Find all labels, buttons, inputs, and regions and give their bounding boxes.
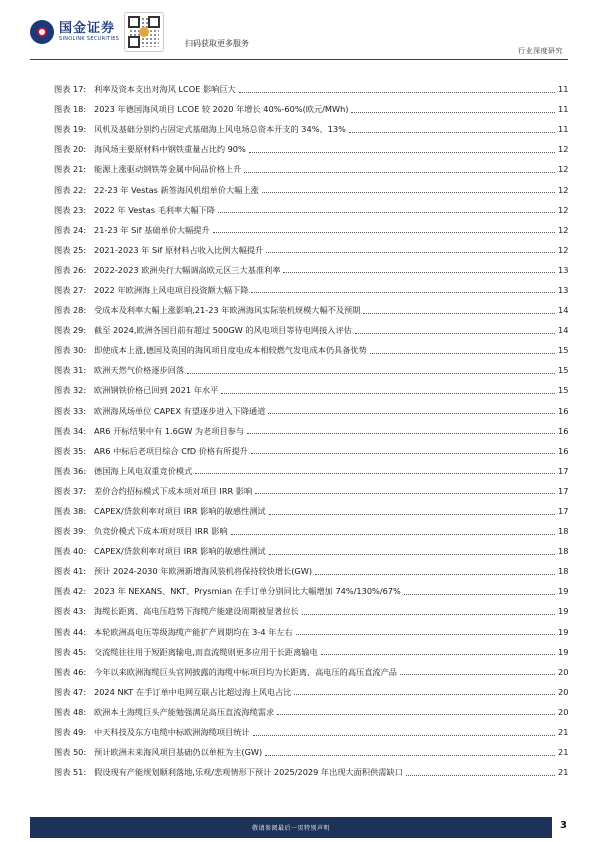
toc-entry-page[interactable]: 12	[558, 204, 569, 215]
toc-leader-dots	[268, 413, 555, 414]
toc-entry-label: 图表 42:	[54, 586, 87, 597]
toc-entry-page[interactable]: 18	[558, 546, 569, 557]
toc-entry[interactable]	[54, 119, 568, 139]
toc-entry[interactable]	[54, 260, 568, 280]
toc-entry-title[interactable]: 欧洲本土海缆巨头产能勉强满足高压直流海缆需求	[94, 706, 275, 717]
toc-entry-title[interactable]: 2021-2023 年 Sif 原材料占收入比例大幅提升	[94, 244, 264, 255]
toc-entry-page[interactable]: 20	[558, 666, 569, 677]
toc-entry-label: 图表 20:	[54, 144, 87, 155]
toc-entry-label: 图表 37:	[54, 485, 87, 496]
toc-entry[interactable]	[54, 360, 568, 380]
toc-entry[interactable]	[54, 581, 568, 601]
toc-entry[interactable]	[54, 179, 568, 199]
toc-entry-title[interactable]: 2024 NKT 在手订单中电网互联占比超过海上风电占比	[94, 686, 292, 697]
toc-entry-label: 图表 26:	[54, 264, 87, 275]
toc-entry[interactable]	[54, 501, 568, 521]
toc-entry-label: 图表 34:	[54, 425, 87, 436]
logo-name-en: SINOLINK SECURITIES	[59, 35, 120, 42]
toc-leader-dots	[296, 634, 555, 635]
toc-leader-dots	[195, 473, 555, 474]
toc-leader-dots	[247, 433, 555, 434]
toc-entry-page[interactable]: 11	[558, 104, 569, 115]
toc-entry-page[interactable]: 15	[558, 385, 569, 396]
toc-entry-page[interactable]: 20	[558, 706, 569, 717]
toc-entry-page[interactable]: 15	[558, 345, 569, 356]
toc-leader-dots	[213, 232, 555, 233]
toc-entry-page[interactable]: 13	[558, 264, 569, 275]
toc-leader-dots	[255, 493, 555, 494]
figure-index-list	[54, 79, 568, 782]
toc-entry-title[interactable]: 能源上涨驱动钢铁等金属中间品价格上升	[94, 164, 242, 175]
toc-entry[interactable]	[54, 421, 568, 441]
toc-entry-label: 图表 30:	[54, 345, 87, 356]
toc-entry-title[interactable]: 22-23 年 Vestas 新签海风机组单价大幅上涨	[94, 184, 259, 195]
toc-entry[interactable]	[54, 300, 568, 320]
toc-entry-title[interactable]: 风机及基础分别约占固定式基础海上风电场总资本开支的 34%、13%	[94, 124, 346, 135]
toc-entry-page[interactable]: 13	[558, 284, 569, 295]
toc-entry-page[interactable]: 12	[558, 244, 569, 255]
toc-entry-label: 图表 49:	[54, 727, 87, 738]
toc-entry[interactable]	[54, 722, 568, 742]
toc-leader-dots	[269, 554, 555, 555]
toc-entry-page[interactable]: 18	[558, 526, 569, 537]
toc-leader-dots	[404, 594, 555, 595]
toc-leader-dots	[349, 132, 555, 133]
logo-text	[59, 22, 119, 43]
toc-entry[interactable]	[54, 200, 568, 220]
toc-entry[interactable]	[54, 662, 568, 682]
toc-leader-dots	[265, 755, 555, 756]
toc-entry-page[interactable]: 21	[558, 767, 569, 778]
toc-entry[interactable]	[54, 380, 568, 400]
toc-entry-label: 图表 46:	[54, 666, 87, 677]
toc-entry-label: 图表 44:	[54, 626, 87, 637]
footer-disclaimer: 敬请参阅最后一页特别声明	[251, 825, 330, 832]
toc-entry-title[interactable]: 预计 2024-2030 年欧洲新增海风装机将保持较快增长(GW)	[94, 566, 313, 577]
toc-entry-label: 图表 50:	[54, 747, 87, 758]
toc-leader-dots	[266, 252, 555, 253]
toc-entry-title[interactable]: 2023 年 NEXANS、NKT、Prysmian 在手订单分别同比大幅增加 74%/130%/67%	[94, 586, 401, 597]
toc-entry-title[interactable]: AR6 中标后老项目综合 CfD 价格有所提升	[94, 445, 248, 456]
qr-code-icon[interactable]	[124, 12, 164, 52]
toc-entry-page[interactable]: 20	[558, 686, 569, 697]
toc-leader-dots	[355, 333, 555, 334]
toc-entry-title[interactable]: 2022-2023 欧洲央行大幅调高欧元区三大基准利率	[94, 264, 281, 275]
toc-entry-page[interactable]: 11	[558, 84, 569, 95]
toc-entry-title[interactable]: 欧洲钢铁价格已回到 2021 年水平	[94, 385, 219, 396]
toc-entry-label: 图表 51:	[54, 767, 87, 778]
toc-entry-label: 图表 47:	[54, 686, 87, 697]
toc-entry-page[interactable]: 17	[558, 485, 569, 496]
toc-entry-page[interactable]: 17	[558, 465, 569, 476]
toc-entry-title[interactable]: 欧洲天然气价格逐步回落	[94, 365, 185, 376]
toc-leader-dots	[253, 735, 555, 736]
toc-entry-title[interactable]: 2022 年欧洲海上风电项目投资额大幅下降	[94, 284, 249, 295]
toc-leader-dots	[239, 92, 555, 93]
toc-entry[interactable]	[54, 401, 568, 421]
toc-entry-title[interactable]: 负竞价模式下成本项对项目 IRR 影响	[94, 526, 228, 537]
toc-entry[interactable]	[54, 702, 568, 722]
toc-entry-title[interactable]: 交流缆往往用于短距离输电,而直流缆则更多应用于长距离输电	[94, 646, 318, 657]
toc-leader-dots	[283, 272, 555, 273]
toc-entry-title[interactable]: 假设现有产能规划顺利落地,乐观/悲观情形下预计 2025/2029 年出现大面积供需缺口	[94, 767, 403, 778]
toc-entry[interactable]	[54, 240, 568, 260]
toc-entry-title[interactable]: 2023 年德国海风项目 LCOE 较 2020 年增长 40%-60%(欧元/MWh)	[94, 104, 349, 115]
toc-entry-title[interactable]: 欧洲海风场单位 CAPEX 有望逐步进入下降通道	[94, 405, 266, 416]
toc-entry[interactable]	[54, 481, 568, 501]
toc-entry-page[interactable]: 14	[558, 305, 569, 316]
toc-entry-page[interactable]: 21	[558, 727, 569, 738]
toc-entry-title[interactable]: 即使成本上涨,德国及英国的海风项目度电成本相较燃气发电成本仍具备优势	[94, 345, 367, 356]
toc-leader-dots	[251, 453, 555, 454]
toc-entry-label: 图表 35:	[54, 445, 87, 456]
header-divider	[30, 59, 568, 60]
toc-entry-title[interactable]: 受成本及利率大幅上涨影响,21-23 年欧洲海风实际装机规模大幅不及预期	[94, 305, 361, 316]
toc-entry-title[interactable]: 中天科技及东方电缆中标欧洲海缆项目统计	[94, 727, 250, 738]
toc-entry-title[interactable]: 利率及资本支出对海风 LCOE 影响巨大	[94, 84, 236, 95]
toc-entry-page[interactable]: 16	[558, 425, 569, 436]
toc-entry-label: 图表 24:	[54, 224, 87, 235]
toc-entry-page[interactable]: 15	[558, 365, 569, 376]
toc-leader-dots	[302, 614, 555, 615]
toc-entry[interactable]	[54, 441, 568, 461]
toc-entry-page[interactable]: 19	[558, 626, 569, 637]
toc-leader-dots	[269, 514, 555, 515]
toc-entry-label: 图表 27:	[54, 284, 87, 295]
toc-leader-dots	[244, 172, 555, 173]
toc-entry[interactable]	[54, 622, 568, 642]
toc-entry-page[interactable]: 12	[558, 164, 569, 175]
toc-entry-page[interactable]: 19	[558, 646, 569, 657]
toc-entry-page[interactable]: 17	[558, 506, 569, 517]
toc-entry-page[interactable]: 12	[558, 144, 569, 155]
toc-leader-dots	[321, 654, 555, 655]
qr-label: 扫码获取更多服务	[185, 39, 249, 48]
toc-entry[interactable]	[54, 99, 568, 119]
toc-entry[interactable]	[54, 340, 568, 360]
toc-entry[interactable]	[54, 79, 568, 99]
toc-leader-dots	[231, 534, 555, 535]
toc-entry-label: 图表 19:	[54, 124, 87, 135]
toc-entry-label: 图表 33:	[54, 405, 87, 416]
toc-leader-dots	[221, 393, 555, 394]
toc-entry-title[interactable]: 海缆长距离、高电压趋势下海缆产能建设周期被显著拉长	[94, 606, 299, 617]
toc-entry-page[interactable]: 19	[558, 606, 569, 617]
toc-entry-label: 图表 39:	[54, 526, 87, 537]
toc-entry[interactable]	[54, 541, 568, 561]
toc-leader-dots	[363, 313, 555, 314]
toc-leader-dots	[400, 674, 555, 675]
toc-entry[interactable]	[54, 642, 568, 662]
logo-emblem-icon	[30, 20, 54, 44]
toc-leader-dots	[249, 152, 555, 153]
toc-entry[interactable]	[54, 461, 568, 481]
toc-entry-title[interactable]: 2022 年 Vestas 毛利率大幅下降	[94, 204, 215, 215]
toc-leader-dots	[251, 292, 555, 293]
toc-leader-dots	[406, 775, 555, 776]
toc-leader-dots	[294, 694, 555, 695]
toc-entry-label: 图表 29:	[54, 325, 87, 336]
toc-entry-title[interactable]: 截至 2024,欧洲各国目前有超过 500GW 的风电项目等待电网接入评估	[94, 325, 352, 336]
toc-entry[interactable]	[54, 521, 568, 541]
toc-entry-page[interactable]: 14	[558, 325, 569, 336]
toc-entry-label: 图表 48:	[54, 706, 87, 717]
toc-entry-page[interactable]: 16	[558, 405, 569, 416]
toc-leader-dots	[262, 192, 555, 193]
toc-entry-title[interactable]: 德国海上风电双重竞价模式	[94, 465, 193, 476]
toc-entry-label: 图表 25:	[54, 244, 87, 255]
toc-entry-page[interactable]: 16	[558, 445, 569, 456]
toc-entry-title[interactable]: 本轮欧洲高电压等级海缆产能扩产周期均在 3-4 年左右	[94, 626, 293, 637]
report-type: 行业深度研究	[518, 47, 563, 55]
toc-entry[interactable]	[54, 159, 568, 179]
page-header	[0, 0, 595, 62]
toc-entry-page[interactable]: 11	[558, 124, 569, 135]
toc-entry-title[interactable]: 21-23 年 Sif 基础单价大幅提升	[94, 224, 210, 235]
toc-entry-label: 图表 41:	[54, 566, 87, 577]
toc-entry-page[interactable]: 12	[558, 184, 569, 195]
toc-entry-title[interactable]: CAPEX/贷款利率对项目 IRR 影响的敏感性测试	[94, 506, 266, 517]
toc-leader-dots	[277, 714, 555, 715]
toc-entry-label: 图表 23:	[54, 204, 87, 215]
toc-entry-label: 图表 31:	[54, 365, 87, 376]
toc-entry-label: 图表 38:	[54, 506, 87, 517]
toc-entry[interactable]	[54, 601, 568, 621]
toc-entry-label: 图表 21:	[54, 164, 87, 175]
toc-entry-title[interactable]: 海风场主要原材料中钢铁重量占比约 90%	[94, 144, 246, 155]
footer-bar	[30, 817, 552, 838]
toc-entry[interactable]	[54, 682, 568, 702]
toc-entry[interactable]	[54, 220, 568, 240]
toc-entry-title[interactable]: AR6 开标结果中有 1.6GW 为老项目参与	[94, 425, 245, 436]
toc-entry-title[interactable]: 预计欧洲未来海风项目基础仍以单桩为主(GW)	[94, 747, 263, 758]
toc-entry[interactable]	[54, 762, 568, 782]
logo-name-cn: 国金证券	[59, 20, 116, 36]
toc-leader-dots	[315, 574, 555, 575]
toc-entry-page[interactable]: 19	[558, 586, 569, 597]
toc-entry-label: 图表 40:	[54, 546, 87, 557]
toc-entry-label: 图表 28:	[54, 305, 87, 316]
toc-entry[interactable]	[54, 280, 568, 300]
toc-entry-label: 图表 32:	[54, 385, 87, 396]
toc-entry[interactable]	[54, 320, 568, 340]
toc-entry-title[interactable]: 差价合约招标模式下成本项对项目 IRR 影响	[94, 485, 253, 496]
toc-leader-dots	[351, 112, 555, 113]
toc-entry-label: 图表 43:	[54, 606, 87, 617]
toc-entry-label: 图表 45:	[54, 646, 87, 657]
toc-entry[interactable]	[54, 561, 568, 581]
toc-entry[interactable]	[54, 742, 568, 762]
toc-entry-title[interactable]: 今年以来欧洲海缆巨头官网披露的海缆中标项目均为长距离、高电压的高压直流产品	[94, 666, 397, 677]
toc-entry[interactable]	[54, 139, 568, 159]
toc-entry-label: 图表 18:	[54, 104, 87, 115]
toc-entry-page[interactable]: 21	[558, 747, 569, 758]
toc-entry-label: 图表 17:	[54, 84, 87, 95]
toc-leader-dots	[218, 212, 555, 213]
toc-entry-label: 图表 22:	[54, 184, 87, 195]
page-number: 3	[560, 820, 567, 831]
company-logo	[30, 20, 119, 44]
toc-entry-title[interactable]: CAPEX/贷款利率对项目 IRR 影响的敏感性测试	[94, 546, 266, 557]
toc-entry-page[interactable]: 12	[558, 224, 569, 235]
toc-leader-dots	[370, 353, 555, 354]
toc-entry-page[interactable]: 18	[558, 566, 569, 577]
toc-entry-label: 图表 36:	[54, 465, 87, 476]
toc-leader-dots	[187, 373, 555, 374]
